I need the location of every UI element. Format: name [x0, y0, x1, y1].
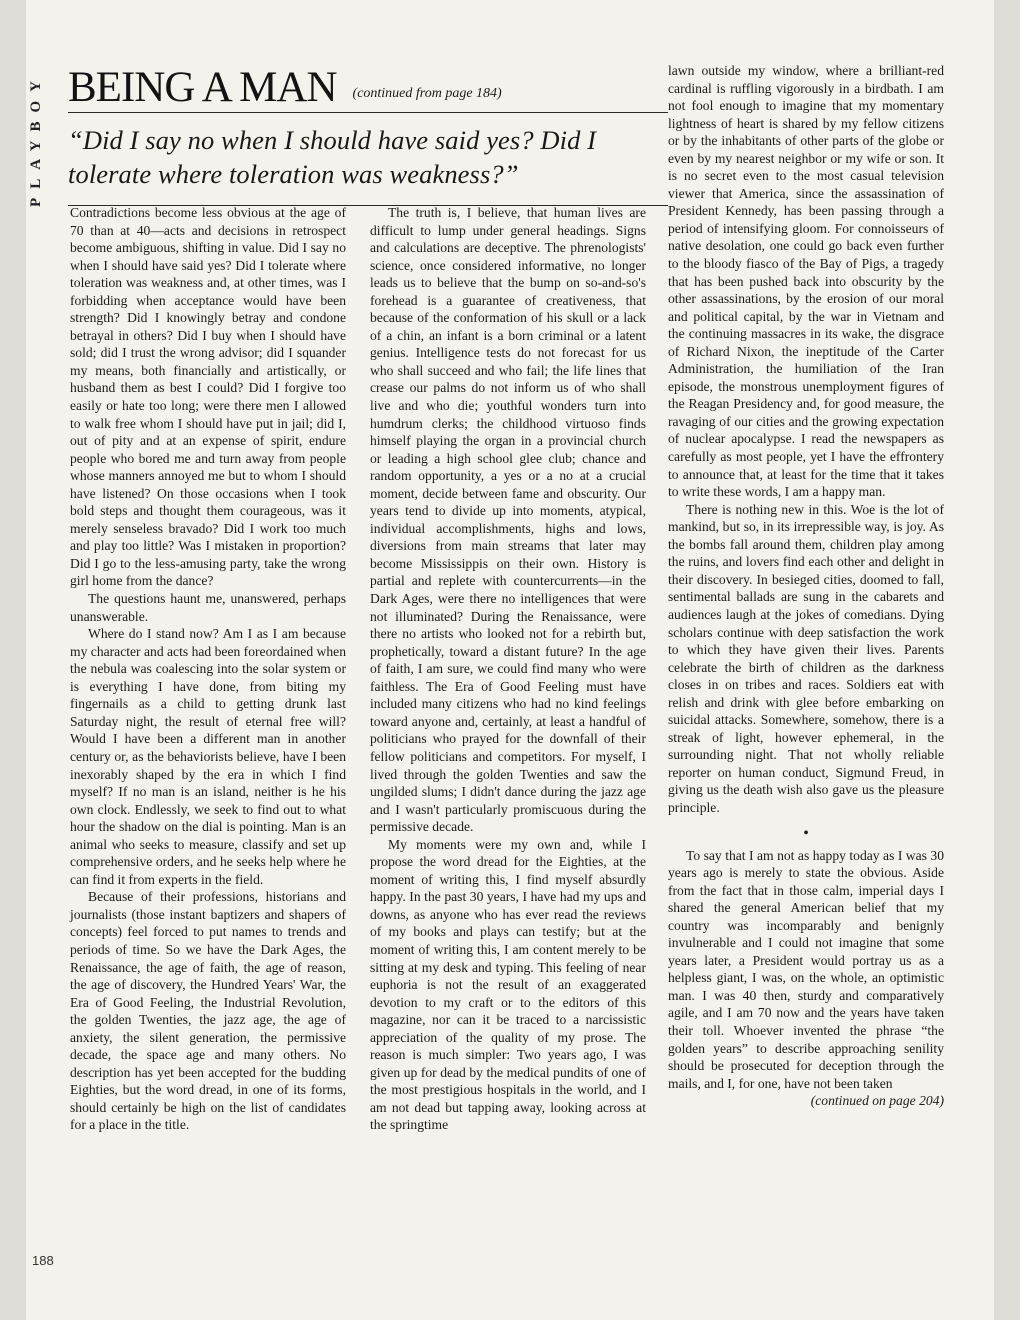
continued-on-note: (continued on page 204) [810, 1093, 944, 1109]
page-number: 188 [32, 1253, 54, 1268]
text-column-2 [370, 204, 646, 1134]
title-row [68, 62, 668, 110]
paragraph: The truth is, I believe, that human lives are difficult to lump under general headings. Signs and calculations are deceptive. The phrenologists' science, once considered informative, no longer leads us to believe that the bump on so-and-so's forehead is a guarantee of creativeness, that because of the conformation of his skull or a lack of a chin, an infant is a born criminal or a latent genius. Intelligence tests do not forecast for us who shall succeed and who fail; the life lines that crease our palms do not inform us of who shall live and who die; youthful wonders turn into humdrum clerks; the childhood virtuoso finds himself playing the organ in a provincial church or leading a high school glee club; chance and random opportunity, a yes or a no at a crucial moment, decide between fame and obscurity. Our years tend to divide up into moments, atypical, individual accomplishments, highs and lows, diversions from main streams that later may become Mississippis on their own. History is partial and replete with countercurrents—in the Dark Ages, were there no intelligences that were not illuminated? During the Renaissance, were there no artists who looked not for a rebirth but, prophetically, toward a distant future? In the age of faith, I am sure, we could find many who were faithless. The Era of Good Feeling must have included many citizens who had no kind feelings toward anyone and, certainly, at least a handful of politicians who prayed for the downfall of their fellow politicians and competitors. For myself, I lived through the golden Twenties and saw the ungilded slums; I didn't dance during the jazz age and I wasn't particularly promiscuous during the permissive decade. [370, 205, 646, 835]
article-title: BEING A MAN [68, 64, 337, 111]
magazine-side-label: PLAYBOY [28, 72, 44, 207]
paragraph: The questions haunt me, unanswered, perhaps unanswerable. [70, 591, 346, 624]
title-rule [68, 112, 668, 113]
paragraph: My moments were my own and, while I propose the word dread for the Eighties, at the moment of writing this, I find myself absurdly happy. In the past 30 years, I have had my ups and downs, as anyone who has ever read the reviews of my books and plays can testify; but at the moment of writing this, I am content merely to be sitting at my desk and typing. This feeling of near euphoria is not the result of an exaggerated devotion to my craft or to the editors of this magazine, nor can it be traced to a narcissistic appreciation of the quality of my prose. The reason is much simpler: Two years ago, I was given up for dead by the medical pundits of one of the most prestigious hospitals in the world, and I am not dead but tapping away, looking across at the springtime [370, 836, 646, 1133]
paragraph: Because of their professions, historians and journalists (those instant baptizers and shapers of concepts) feel forced to put names to trends and periods of time. So we have the Dark Ages, the Renaissance, the age of faith, the age of reason, the age of discovery, the Hundred Years' War, the Era of Good Feeling, the Industrial Revolution, the golden Twenties, the jazz age, the age of anxiety, the silent generation, the permissive decade, the space age and many others. No description has yet been accepted for the budding Eighties, but the word dread, in one of its forms, should certainly be high on the list of candidates for a place in the title. [70, 889, 346, 1133]
section-separator-bullet: • [803, 824, 809, 842]
text-column-1 [70, 204, 346, 1134]
paragraph: To say that I am not as happy today as I was 30 years ago is merely to state the obvious. Aside from the fact that in those calm, imperial days I shared the general American belief that my country was incomparably and benignly invulnerable and I could not imagine that some years later, a President would portray us as a helpless giant, I was, on the whole, an optimistic man. I was 40 then, sturdy and comparatively agile, and I am 70 now and the years have taken their toll. Whoever invented the phrase “the golden years” to describe approaching senility should be prosecuted for deception through the mails, and I, for one, have not been taken [668, 847, 944, 1091]
pull-quote: “Did I say no when I should have said yes? Did I tolerate where toleration was weakness?” [68, 125, 597, 189]
article-header [68, 62, 668, 206]
paragraph: Contradictions become less obvious at the age of 70 than at 40—acts and decisions in retrospect become ambiguous, shifting in value. Did I say no when I should have said yes? Did I tolerate where toleration was weakness and, at other times, was I forbidding when acceptance would have been strength? Did I knowingly betray and condone betrayal in others? Did I buy when I should have sold; did I trust the wrong advisor; did I squander my means, both financially and artistically, or husband them as best I could? Did I forgive too easily or hate too long; were there men I allowed to walk free whom I should have put in jail; did I, out of pity and at an expense of spirit, endure people who bored me and turn away from people whose manners annoyed me but to whom I should have listened? On those occasions when I took bold steps and thought them courageous, was it merely senseless bravado? Did I work too much and play too little? Was I mistaken in proportion? Did I go to the less-amusing party, take the wrong girl home from the dance? [70, 205, 346, 589]
paragraph: There is nothing new in this. Woe is the lot of mankind, but so, in its irrepressible way, is joy. As the bombs fall around them, children play among the ruins, and lovers find each other and delight in their discovery. In besieged cities, doomed to fall, sentimental ballads are sung in the cabarets and audiences laugh at the jokes of comedians. Dying scholars continue with deep satisfaction the work to which they have given their lives. Parents celebrate the birth of children as the darkness closes in on tribes and races. Soldiers eat with relish and drink with glee before embarking on suicidal attacks. Somewhere, somehow, there is a streak of light, however ephemeral, in the surrounding night. That not wholly reliable reporter on human conduct, Sigmund Freud, in giving us the death wish also gave us the pleasure principle. [668, 501, 944, 815]
paragraph: Where do I stand now? Am I as I am because my character and acts had been foreordained when the nebula was coalescing into the solar system or is everything I have done, from biting my fingernails as a child to getting drunk last Saturday night, the result of eternal free will? Would I have been a different man in another century or, as the behaviorists believe, have I been inexorably shaped by the era in which I find myself? If no man is an island, neither is he his own clock. Endlessly, we seek to find out to what hour the shadow on the dial is pointing. Man is an animal who seeks to measure, classify and set up comprehensive orders, and he seeks help where he can find it from experts in the field. [70, 626, 346, 887]
paragraph: lawn outside my window, where a brilliant-red cardinal is ruffling vigorously in a birdbath. I am not fool enough to imagine that my momentary lightness of heart is shared by my fellow citizens or by the inhabitants of other parts of the globe or even by my nearest neighbor or my wife or son. It is no secret even to the most casual television viewer that America, since the assassination of President Kennedy, has been passing through a period of intensifying gloom. For connoisseurs of native desolation, one could go back even further to the bloody fiasco of the Bay of Pigs, a tragedy that has been pushed back into obscurity by the other assassinations, by the erosion of our moral and political capital, by the war in Vietnam and the continuing massacres in its wake, the disgrace of Richard Nixon, the ineptitude of the Carter Administration, the humiliation of the Iran episode, the monstrous unemployment figures of the Reagan Presidency and, for good measure, the ravaging of our cities and the growing expectation of nuclear apocalypse. I read the newspapers as carefully as most people, yet I have the effrontery to announce that, at least for the time that it takes to write these words, I am a happy man. [668, 63, 944, 500]
continued-from-note: (continued from page 184) [352, 86, 502, 101]
text-column-3 [668, 62, 944, 1110]
